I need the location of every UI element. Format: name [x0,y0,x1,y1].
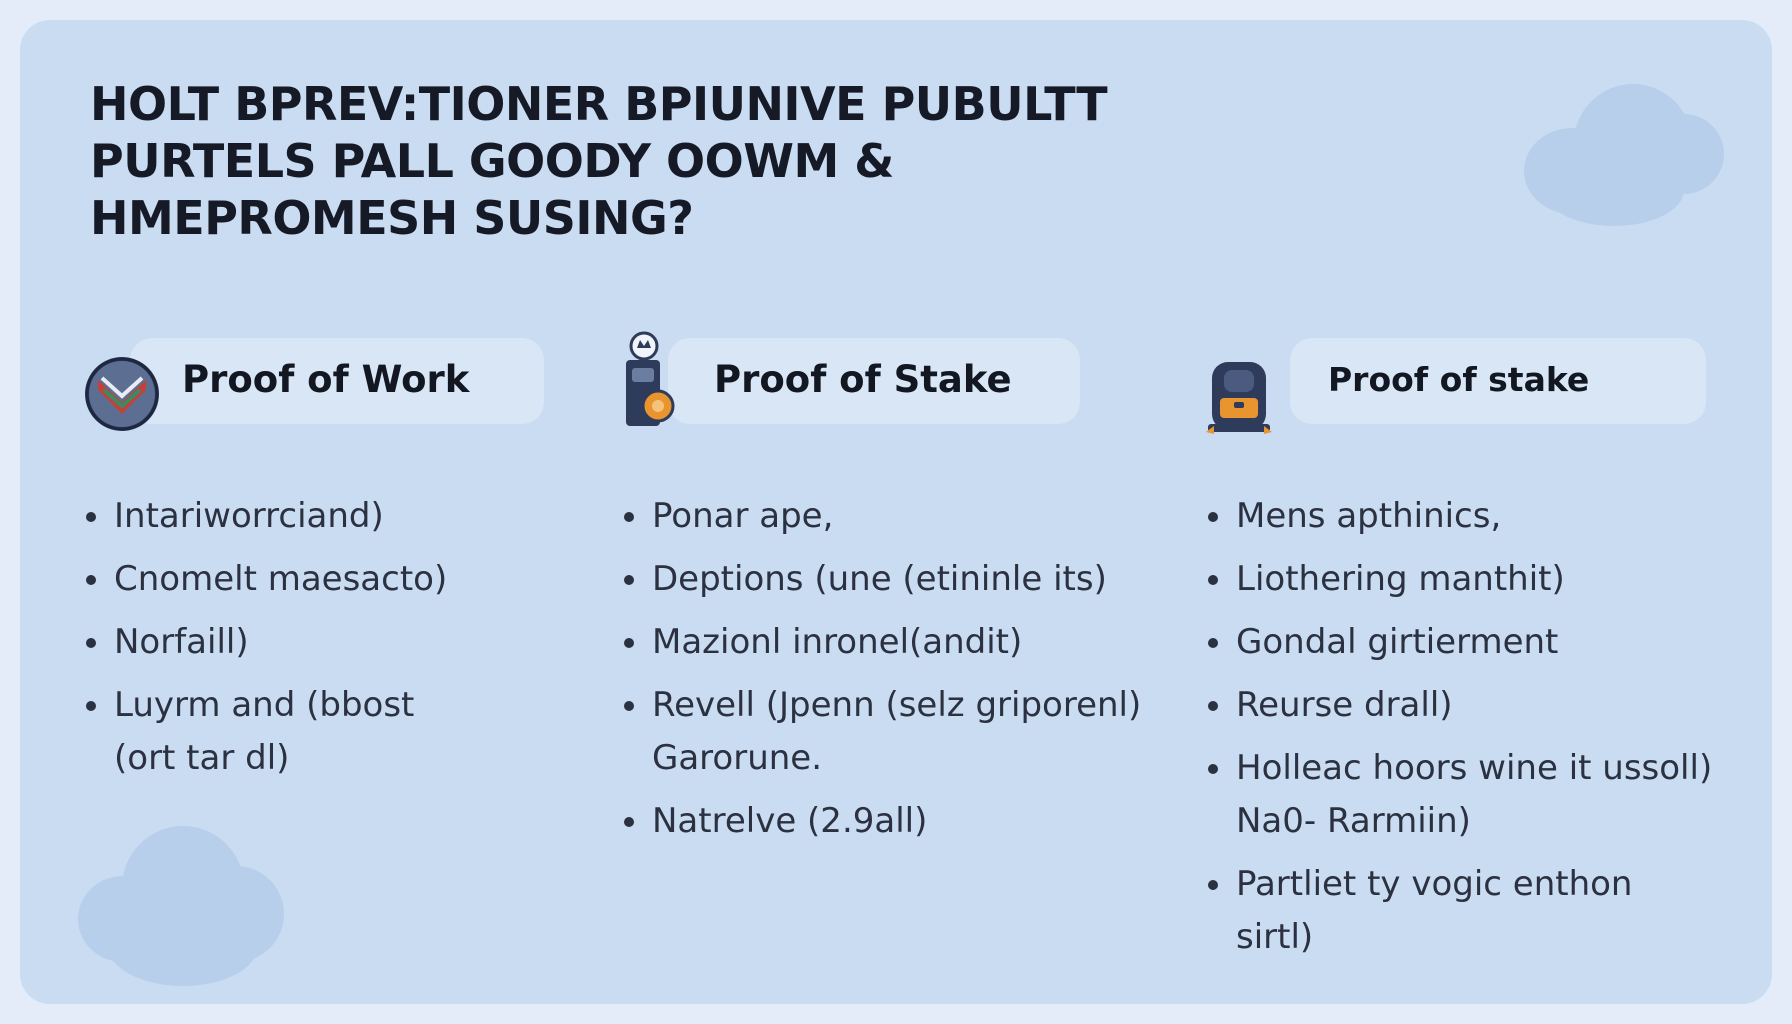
list-item: Mens apthinics, [1206,490,1726,543]
column-header [622,328,1182,424]
column-header-label: Proof of Work [182,358,470,401]
column-header [1206,328,1726,424]
infographic-card [20,20,1772,1004]
list-item: Partliet ty vogic enthon sirtl) [1206,858,1676,964]
column-header-label: Proof of Stake [714,358,1012,401]
list-item: Liothering manthit) [1206,553,1726,606]
page-title [90,76,1250,247]
column-header-label: Proof of stake [1328,360,1590,399]
list-item: Cnomelt maesacto) [84,553,554,606]
list-item: Norfaill) [84,616,554,669]
title-line-1: HOLT BPREV:TIONER BPIUNIVE PUBULTT [90,77,1108,131]
list-item: Holleac hoors wine it ussoll) Na0- Rarmiin) [1206,742,1726,848]
title-line-2: PURTELS PALL GOODY OOWM & [90,134,894,188]
list-item: Luyrm and (bbost (ort tar dl) [84,679,444,785]
column-proof-of-work [84,328,554,778]
bullet-list [622,490,1182,858]
column-header [84,328,554,424]
list-item: Ponar ape, [622,490,1182,543]
cloud-icon-bottom-left [78,826,288,996]
bullet-list [84,490,554,795]
validator-coin-icon [622,330,682,430]
backpack-icon [1206,356,1272,436]
list-item: Deptions (une (etininle its) [622,553,1182,606]
cloud-icon-top-right [1524,84,1734,234]
list-item: Revell (Jpenn (selz griporenl) Garorune. [622,679,1142,785]
list-item: Natrelve (2.9all) [622,795,1182,848]
column-proof-of-stake-alt [1206,328,1726,957]
list-item: Mazionl inronel(andit) [622,616,1182,669]
list-item: Reurse drall) [1206,679,1726,732]
mining-badge-icon [84,356,160,432]
column-proof-of-stake [622,328,1182,841]
bullet-list [1206,490,1726,974]
list-item: Intariworrciand) [84,490,554,543]
title-line-3: HMEPROMESH SUSING? [90,191,694,245]
list-item: Gondal girtierment [1206,616,1726,669]
